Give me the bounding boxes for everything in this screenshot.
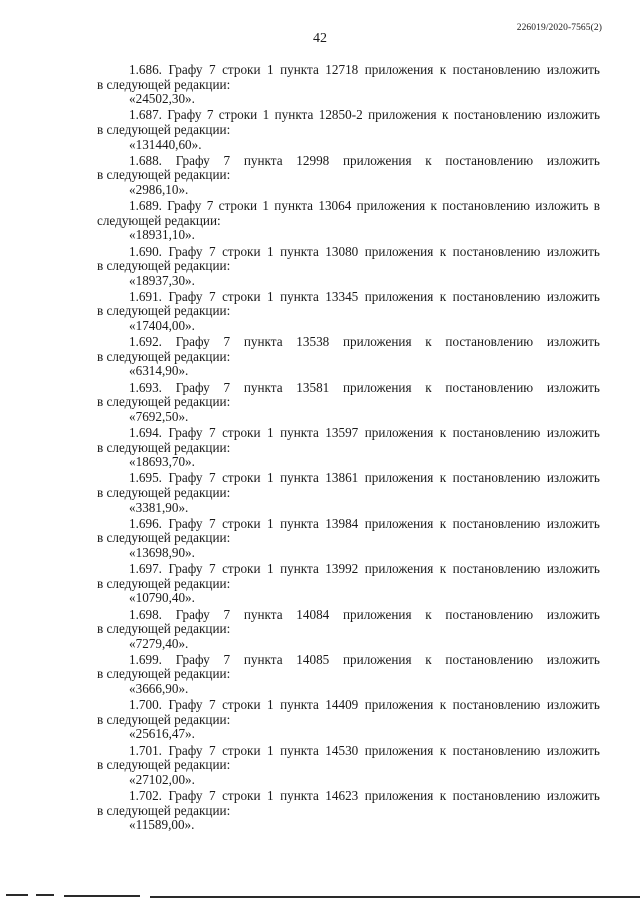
item-word: приложения (343, 651, 412, 667)
amendment-value: «2986,10». (129, 181, 189, 197)
item-word: строки (222, 697, 261, 713)
item-word: постановлению (445, 379, 534, 395)
amendment-value: «18931,10». (129, 227, 195, 243)
amendment-item (97, 789, 600, 833)
item-word: 1 (267, 788, 274, 803)
item-number: 1.687. (129, 107, 162, 123)
item-word: изложить (546, 379, 600, 395)
item-word: к (439, 515, 447, 531)
item-word: пункта (280, 470, 319, 486)
item-word: 1 (267, 561, 274, 577)
item-word: к (430, 198, 437, 214)
amendment-heading (97, 698, 600, 713)
amendment-value: «3381,90». (129, 499, 189, 515)
amendment-continuation: в следующей редакции: (97, 121, 231, 137)
item-word: к (442, 107, 449, 123)
item-number: 1.694. (129, 425, 162, 440)
item-word: изложить (535, 198, 589, 214)
amendment-heading (97, 608, 600, 623)
item-word: приложения (364, 697, 434, 713)
item-word: Графу (175, 606, 210, 622)
item-word: приложения (364, 742, 434, 758)
item-word: 13992 (325, 561, 359, 577)
item-word: в (593, 198, 600, 214)
item-word: 7 (209, 425, 216, 440)
item-word: 7 (209, 561, 216, 577)
item-word: изложить (546, 243, 600, 259)
item-word: пункта (280, 425, 319, 440)
item-word: 7 (223, 152, 231, 168)
amendment-value: «11589,00». (129, 817, 195, 833)
item-word: к (439, 697, 447, 713)
amendment-continuation: в следующей редакции: (97, 303, 231, 319)
item-number: 1.693. (129, 379, 162, 395)
item-word: к (425, 152, 432, 168)
item-word: 13064 (318, 198, 352, 214)
item-word: 1 (267, 742, 274, 758)
item-word: 14084 (296, 606, 330, 622)
item-word: 13984 (325, 515, 359, 531)
amendment-continuation: в следующей редакции: (97, 394, 231, 410)
item-word: 7 (223, 606, 231, 622)
item-word: пункта (243, 651, 283, 667)
item-word: пункта (280, 62, 319, 77)
item-word: Графу (168, 697, 203, 713)
amendment-value: «131440,60». (129, 136, 202, 152)
amendment-continuation: в следующей редакции: (97, 348, 231, 364)
amendment-continuation: в следующей редакции: (97, 530, 231, 546)
item-word: пункта (274, 107, 314, 123)
item-word: Графу (168, 470, 203, 486)
item-word: приложения (364, 515, 434, 531)
amendment-heading (97, 562, 600, 577)
amendment-value: «7279,40». (129, 635, 189, 651)
amendment-heading (97, 471, 600, 486)
item-word: к (425, 606, 432, 622)
item-word: 1 (267, 62, 274, 77)
item-word: постановлению (452, 470, 541, 486)
item-word: изложить (546, 697, 600, 713)
amendment-item (97, 290, 600, 334)
item-word: приложения (364, 561, 434, 577)
item-word: к (425, 379, 432, 395)
item-word: 13345 (325, 288, 359, 304)
item-word: к (425, 651, 432, 667)
item-word: изложить (546, 561, 600, 577)
amendment-continuation: в следующей редакции: (97, 575, 231, 591)
item-word: к (439, 561, 447, 577)
amendment-item (97, 744, 600, 788)
item-word: постановлению (445, 606, 534, 622)
item-word: строки (222, 425, 261, 440)
item-word: приложения (364, 288, 434, 304)
amendment-value: «25616,47». (129, 726, 195, 742)
item-word: к (439, 788, 447, 803)
item-word: Графу (168, 243, 203, 259)
item-word: приложения (364, 425, 434, 440)
amendment-heading (97, 426, 600, 441)
item-number: 1.701. (129, 742, 162, 758)
amendment-heading (97, 63, 600, 78)
item-word: 14623 (325, 788, 359, 803)
item-word: 1 (267, 697, 274, 713)
item-word: постановлению (452, 561, 541, 577)
item-word: строки (222, 243, 261, 259)
item-word: 7 (206, 198, 214, 214)
amendment-heading (97, 199, 600, 214)
item-word: 13861 (325, 470, 359, 486)
amendment-heading (97, 154, 600, 169)
amendment-value: «24502,30». (129, 91, 195, 107)
amendment-continuation: в следующей редакции: (97, 484, 231, 500)
item-number: 1.689. (129, 198, 162, 214)
item-word: 14530 (325, 742, 359, 758)
item-word: пункта (243, 606, 283, 622)
item-word: 7 (223, 651, 231, 667)
item-word: постановлению (445, 334, 534, 350)
amendment-item (97, 63, 600, 107)
item-number: 1.702. (129, 788, 162, 803)
item-word: к (439, 742, 447, 758)
item-word: строки (222, 788, 261, 803)
item-word: пункта (280, 561, 319, 577)
item-word: 13538 (296, 334, 330, 350)
amendment-list (97, 63, 600, 834)
item-word: приложения (356, 198, 426, 214)
item-word: пункта (280, 697, 319, 713)
item-word: изложить (546, 152, 600, 168)
item-word: изложить (546, 107, 600, 123)
item-word: 12718 (325, 62, 359, 77)
amendment-value: «18937,30». (129, 272, 195, 288)
item-word: Графу (168, 288, 203, 304)
amendment-value: «17404,00». (129, 318, 195, 334)
item-word: постановлению (452, 425, 541, 440)
item-word: 13581 (296, 379, 330, 395)
amendment-value: «18693,70». (129, 454, 195, 470)
item-word: 7 (209, 788, 216, 803)
item-word: постановлению (442, 198, 530, 214)
item-word: Графу (168, 742, 203, 758)
item-word: 1 (262, 198, 269, 214)
item-word: к (439, 243, 447, 259)
item-word: пункта (280, 788, 319, 803)
amendment-continuation: в следующей редакции: (97, 258, 231, 274)
item-word: изложить (546, 470, 600, 486)
item-word: строки (222, 561, 261, 577)
item-word: изложить (546, 788, 600, 803)
item-word: Графу (167, 198, 202, 214)
amendment-item (97, 517, 600, 561)
amendment-value: «3666,90». (129, 681, 189, 697)
item-word: приложения (364, 62, 434, 77)
item-number: 1.692. (129, 334, 162, 350)
item-word: 1 (267, 470, 274, 486)
item-word: приложения (343, 152, 412, 168)
amendment-item (97, 108, 600, 152)
item-word: Графу (175, 152, 210, 168)
amendment-item (97, 154, 600, 198)
item-word: постановлению (452, 742, 541, 758)
item-word: Графу (168, 515, 203, 531)
item-word: изложить (546, 651, 600, 667)
item-word: строки (218, 198, 258, 214)
item-word: строки (222, 470, 261, 486)
amendment-heading (97, 335, 600, 350)
amendment-item (97, 608, 600, 652)
item-word: к (439, 425, 447, 440)
item-number: 1.686. (129, 62, 162, 77)
item-word: постановлению (445, 651, 534, 667)
item-word: строки (222, 742, 261, 758)
item-word: 7 (206, 107, 214, 123)
amendment-heading (97, 381, 600, 396)
item-word: постановлению (452, 288, 541, 304)
item-word: постановлению (452, 243, 541, 259)
item-word: изложить (546, 62, 600, 77)
item-word: к (439, 62, 447, 77)
item-word: 7 (209, 62, 216, 77)
item-number: 1.697. (129, 561, 162, 577)
amendment-item (97, 381, 600, 425)
item-word: Графу (168, 425, 203, 440)
amendment-item (97, 653, 600, 697)
amendment-continuation: следующей редакции: (97, 212, 221, 228)
amendment-continuation: в следующей редакции: (97, 711, 231, 727)
item-number: 1.698. (129, 606, 162, 622)
item-word: 1 (267, 515, 274, 531)
item-word: пункта (280, 515, 319, 531)
amendment-continuation: в следующей редакции: (97, 666, 231, 682)
item-word: пункта (280, 288, 319, 304)
item-number: 1.700. (129, 697, 162, 713)
item-number: 1.688. (129, 152, 162, 168)
amendment-item (97, 199, 600, 243)
item-word: пункта (243, 152, 283, 168)
item-word: изложить (546, 742, 600, 758)
item-word: строки (222, 62, 261, 77)
amendment-heading (97, 744, 600, 759)
item-word: к (439, 470, 447, 486)
item-word: 7 (209, 742, 216, 758)
amendment-continuation: в следующей редакции: (97, 757, 231, 773)
item-number: 1.690. (129, 243, 162, 259)
amendment-continuation: в следующей редакции: (97, 167, 231, 183)
item-number: 1.696. (129, 515, 162, 531)
item-word: Графу (168, 62, 203, 77)
item-word: 7 (209, 470, 216, 486)
footer-rule (0, 894, 640, 902)
item-number: 1.699. (129, 651, 162, 667)
item-word: 7 (209, 243, 216, 259)
item-word: приложения (364, 788, 434, 803)
item-word: строки (218, 107, 258, 123)
item-word: постановлению (452, 515, 541, 531)
item-word: изложить (546, 515, 600, 531)
item-word: Графу (175, 379, 210, 395)
amendment-continuation: в следующей редакции: (97, 802, 231, 818)
item-word: к (425, 334, 432, 350)
item-word: постановлению (453, 107, 542, 123)
item-word: 12998 (296, 152, 330, 168)
amendment-heading (97, 290, 600, 305)
item-word: 1 (267, 425, 274, 440)
amendment-continuation: в следующей редакции: (97, 621, 231, 637)
item-word: изложить (546, 425, 600, 440)
amendment-item (97, 562, 600, 606)
amendment-continuation: в следующей редакции: (97, 439, 231, 455)
item-word: изложить (546, 334, 600, 350)
item-word: 7 (223, 334, 231, 350)
amendment-value: «7692,50». (129, 408, 189, 424)
item-word: Графу (167, 107, 202, 123)
amendment-item (97, 426, 600, 470)
page-number: 42 (313, 31, 327, 46)
item-word: изложить (546, 288, 600, 304)
item-word: изложить (546, 606, 600, 622)
item-word: постановлению (445, 152, 534, 168)
item-word: строки (222, 515, 261, 531)
item-word: 14409 (325, 697, 359, 713)
item-number: 1.691. (129, 288, 162, 304)
amendment-heading (97, 517, 600, 532)
item-word: постановлению (452, 697, 541, 713)
item-number: 1.695. (129, 470, 162, 486)
item-word: пункта (274, 198, 314, 214)
item-word: 1 (262, 107, 270, 123)
item-word: 7 (209, 288, 216, 304)
item-word: Графу (168, 561, 203, 577)
amendment-value: «6314,90». (129, 363, 189, 379)
item-word: 14085 (296, 651, 330, 667)
item-word: строки (222, 288, 261, 304)
item-word: 1 (267, 288, 274, 304)
item-word: 1 (267, 243, 274, 259)
amendment-heading (97, 245, 600, 260)
amendment-continuation: в следующей редакции: (97, 76, 231, 92)
item-word: 7 (209, 515, 216, 531)
amendment-item (97, 698, 600, 742)
amendment-heading (97, 653, 600, 668)
item-word: приложения (364, 243, 434, 259)
item-word: пункта (243, 334, 283, 350)
item-word: пункта (243, 379, 283, 395)
item-word: 13080 (325, 243, 359, 259)
amendment-item (97, 471, 600, 515)
amendment-heading (97, 789, 600, 804)
amendment-value: «13698,90». (129, 544, 195, 560)
item-word: приложения (343, 334, 412, 350)
item-word: 7 (209, 697, 216, 713)
item-word: к (439, 288, 447, 304)
amendment-heading (97, 108, 600, 123)
item-word: приложения (343, 379, 412, 395)
item-word: Графу (168, 788, 203, 803)
amendment-item (97, 245, 600, 289)
item-word: приложения (368, 107, 437, 123)
item-word: приложения (343, 606, 412, 622)
item-word: пункта (280, 742, 319, 758)
item-word: постановлению (452, 62, 541, 77)
item-word: пункта (280, 243, 319, 259)
item-word: 12850-2 (318, 107, 363, 123)
item-word: 7 (223, 379, 231, 395)
item-word: приложения (364, 470, 434, 486)
document-code: 226019/2020-7565(2) (516, 23, 602, 33)
item-word: постановлению (452, 788, 541, 803)
item-word: Графу (175, 334, 210, 350)
amendment-value: «10790,40». (129, 590, 195, 606)
item-word: Графу (175, 651, 210, 667)
amendment-item (97, 335, 600, 379)
amendment-value: «27102,00». (129, 771, 195, 787)
item-word: 13597 (325, 425, 359, 440)
